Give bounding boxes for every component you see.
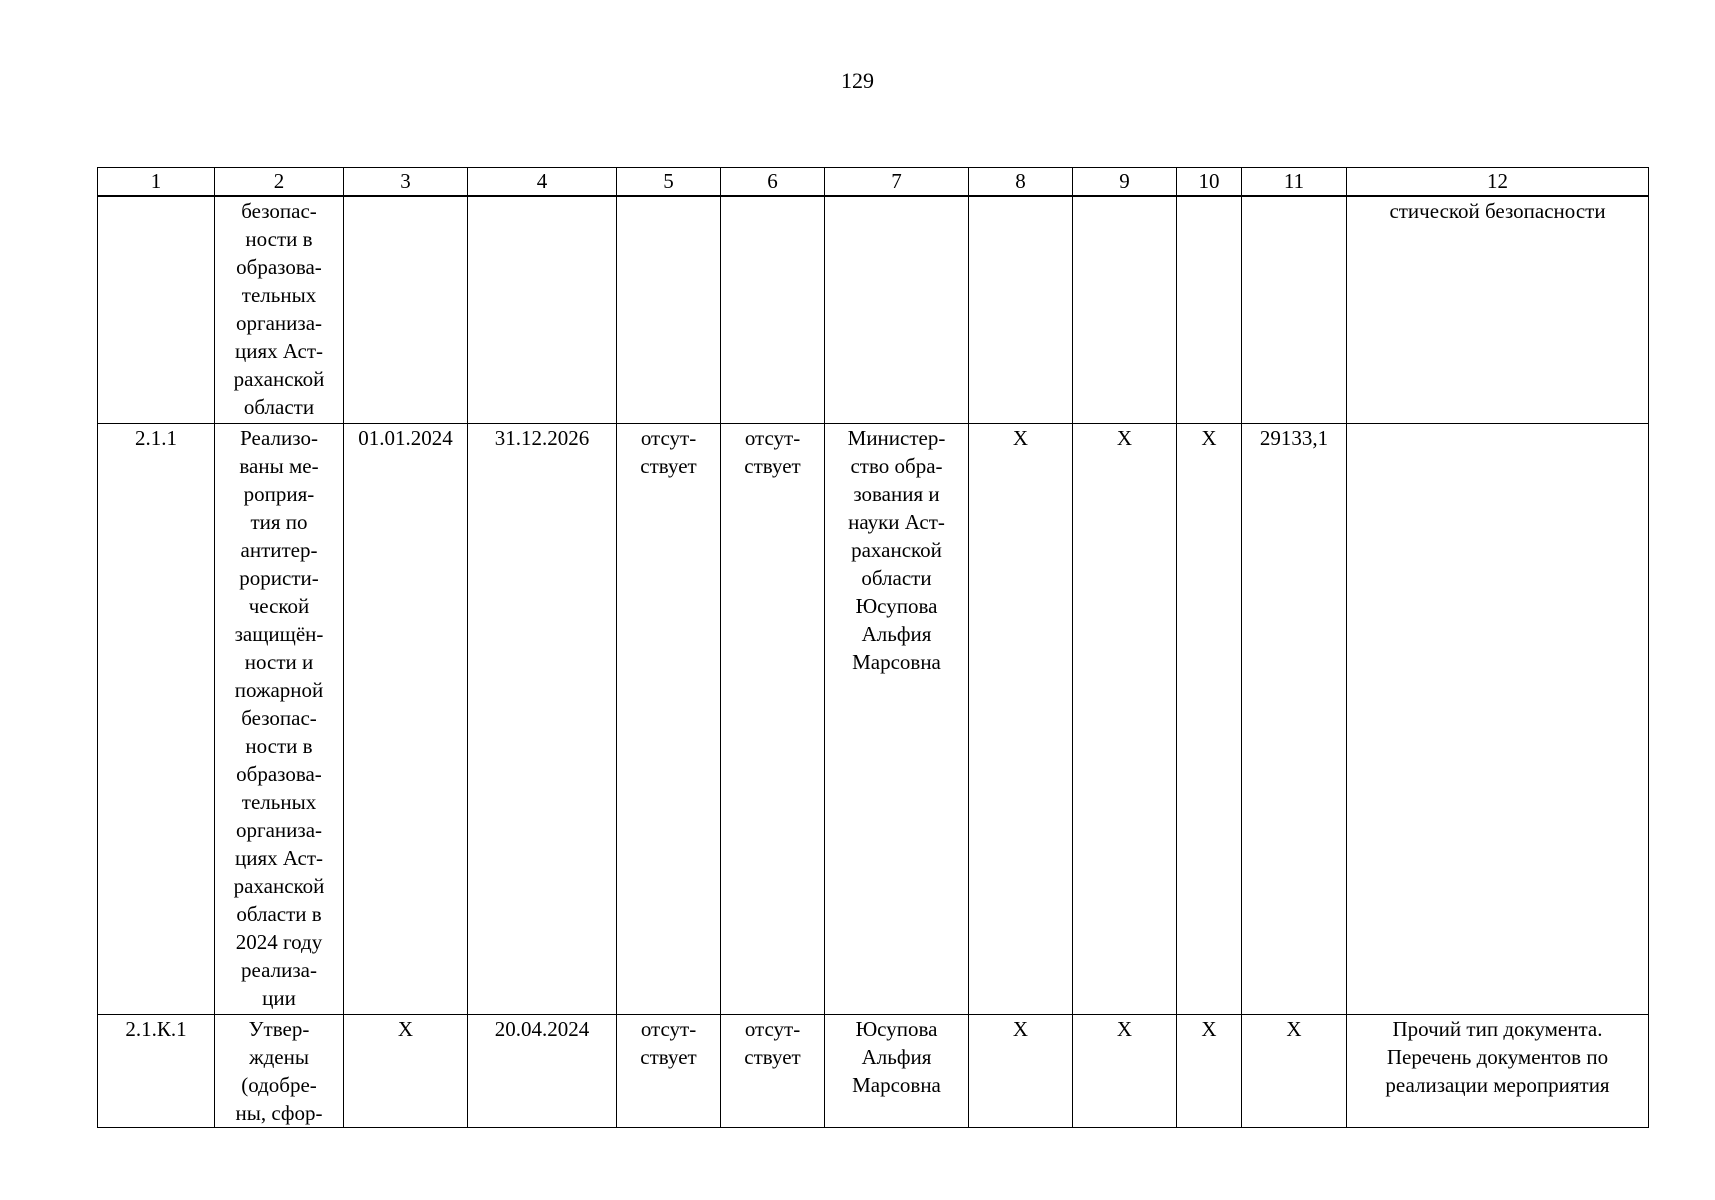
cell-col11: 29133,1 [1242,424,1347,1015]
cell-document: стической безопасности [1347,196,1649,424]
cell-col9: X [1073,424,1177,1015]
cell-responsible: Министер- ство обра- зования и науки Аст- раханской области Юсупова Альфия Марсовна [825,424,969,1015]
cell-col5: отсут- ствует [617,424,721,1015]
column-header: 5 [617,168,721,197]
column-header: 9 [1073,168,1177,197]
column-header: 10 [1177,168,1242,197]
data-table [97,167,1649,1128]
column-header: 4 [468,168,617,197]
column-header: 2 [215,168,344,197]
cell-col8: X [969,1015,1073,1128]
column-header: 3 [344,168,468,197]
cell-name: Реализо- ваны ме- роприя- тия по антитер- рористи- ческой защищён- ности и пожарной безопас- ности в образова- тельных организа- циях Аст- раханской области в 2024 году реализа- ции [215,424,344,1015]
cell-end-date: 20.04.2024 [468,1015,617,1128]
cell-start-date [344,196,468,424]
page-number: 129 [841,68,874,93]
cell-col11 [1242,196,1347,424]
cell-start-date: X [344,1015,468,1128]
cell-col11: X [1242,1015,1347,1128]
table-row [98,196,1649,424]
cell-col9 [1073,196,1177,424]
cell-col6 [721,196,825,424]
table-row [98,1015,1649,1128]
cell-col6: отсут- ствует [721,1015,825,1128]
cell-responsible [825,196,969,424]
cell-id: 2.1.К.1 [98,1015,215,1128]
table-row [98,424,1649,1015]
cell-id [98,196,215,424]
cell-col10 [1177,196,1242,424]
cell-end-date [468,196,617,424]
cell-col9: X [1073,1015,1177,1128]
column-header: 12 [1347,168,1649,197]
column-header: 6 [721,168,825,197]
cell-col8 [969,196,1073,424]
column-header: 1 [98,168,215,197]
cell-col10: X [1177,424,1242,1015]
cell-document [1347,424,1649,1015]
column-header: 8 [969,168,1073,197]
cell-col5 [617,196,721,424]
cell-col5: отсут- ствует [617,1015,721,1128]
column-header: 11 [1242,168,1347,197]
cell-col10: X [1177,1015,1242,1128]
cell-id: 2.1.1 [98,424,215,1015]
cell-document: Прочий тип документа. Перечень документов по реализации мероприятия [1347,1015,1649,1128]
cell-end-date: 31.12.2026 [468,424,617,1015]
column-header: 7 [825,168,969,197]
cell-name: Утвер- ждены (одобре- ны, сфор- [215,1015,344,1128]
cell-start-date: 01.01.2024 [344,424,468,1015]
cell-col8: X [969,424,1073,1015]
cell-col6: отсут- ствует [721,424,825,1015]
cell-responsible: Юсупова Альфия Марсовна [825,1015,969,1128]
table-header-row [98,168,1649,197]
cell-name: безопас- ности в образова- тельных организа- циях Аст- раханской области [215,196,344,424]
